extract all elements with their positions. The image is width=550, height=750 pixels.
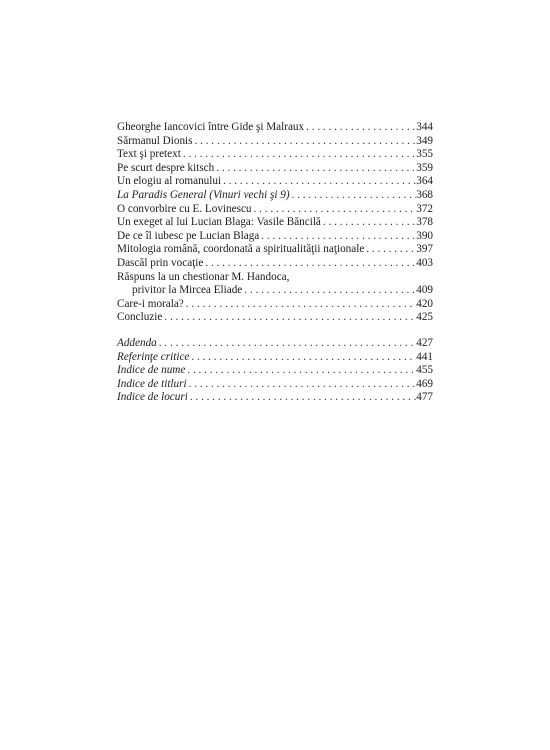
toc-entry-page: 469 xyxy=(416,377,433,390)
dot-leader xyxy=(223,175,416,189)
dot-leader xyxy=(187,364,416,378)
toc-entry-multiline xyxy=(117,271,433,298)
dot-leader xyxy=(261,230,416,244)
toc-entry-page: 359 xyxy=(416,161,433,174)
toc-entry xyxy=(117,243,433,257)
toc-appendix-entry xyxy=(117,337,433,351)
toc-entry-title: Indice de nume xyxy=(117,364,186,377)
toc-entry-page: 409 xyxy=(416,284,433,297)
toc-entry xyxy=(117,311,433,325)
dot-leader xyxy=(164,311,416,325)
toc-entry-title: Indice de locuri xyxy=(117,391,188,404)
dot-leader xyxy=(216,162,416,176)
toc-entry-title: Dascăl prin vocaţie xyxy=(117,256,204,269)
toc-entry-title: Un exeget al lui Lucian Blaga: Vasile Băncilă xyxy=(117,216,321,229)
dot-leader xyxy=(195,135,417,149)
toc-entry-title-line1: Răspuns la un chestionar M. Handoca, xyxy=(117,270,290,283)
dot-leader xyxy=(205,257,416,271)
toc-entry-page: 427 xyxy=(416,336,433,349)
toc-entry-page: 390 xyxy=(416,229,433,242)
toc-appendix-entry xyxy=(117,351,433,365)
toc-entry xyxy=(117,216,433,230)
toc-entry xyxy=(117,162,433,176)
toc-entry-page: 403 xyxy=(416,256,433,269)
dot-leader xyxy=(244,284,416,298)
dot-leader xyxy=(159,337,416,351)
section-gap xyxy=(117,325,433,337)
toc-entry xyxy=(117,189,433,203)
dot-leader xyxy=(306,121,416,135)
toc-entry xyxy=(117,298,433,312)
toc-entry-title: O convorbire cu E. Lovinescu xyxy=(117,202,252,215)
toc-entry-page: 455 xyxy=(416,364,433,377)
toc-entry-page: 372 xyxy=(416,202,433,215)
toc-appendix-entry xyxy=(117,378,433,392)
dot-leader xyxy=(323,216,416,230)
toc-entry-title: Gheorghe Iancovici între Gide şi Malraux xyxy=(117,121,305,133)
toc-entry-page: 420 xyxy=(416,297,433,310)
toc-entry-page: 344 xyxy=(416,121,433,133)
toc-appendix-entry xyxy=(117,391,433,405)
toc-entry-page: 368 xyxy=(416,188,433,201)
dot-leader xyxy=(189,378,417,392)
toc-entry-title: Concluzie xyxy=(117,311,163,324)
toc-entry-title: Indice de titluri xyxy=(117,377,187,390)
toc-entry-page: 349 xyxy=(416,134,433,147)
toc-entry-title: Referinţe critice xyxy=(117,350,190,363)
toc-entry-title: Pe scurt despre kitsch xyxy=(117,161,215,174)
toc-entry xyxy=(117,148,433,162)
toc-appendix-entry xyxy=(117,364,433,378)
toc-entry xyxy=(117,257,433,271)
toc-entry xyxy=(117,135,433,149)
toc-entry-title-line2: privitor la Mircea Eliade xyxy=(132,284,243,297)
toc-entry-title: Un elogiu al romanului xyxy=(117,175,222,188)
toc-entry xyxy=(117,230,433,244)
toc-entry-title: De ce îl iubesc pe Lucian Blaga xyxy=(117,229,260,242)
toc-entry-title: La Paradis General (Vinuri vechi şi 9) xyxy=(117,188,290,201)
table-of-contents xyxy=(117,121,433,405)
toc-entry-page: 397 xyxy=(416,243,433,256)
dot-leader xyxy=(186,298,416,312)
toc-entry-title: Text şi pretext xyxy=(117,148,181,161)
toc-entry-page: 364 xyxy=(416,175,433,188)
toc-entry-page: 355 xyxy=(416,148,433,161)
toc-entry-page: 425 xyxy=(416,311,433,324)
dot-leader xyxy=(292,189,417,203)
toc-entry-title: Care-i morala? xyxy=(117,297,184,310)
toc-entry-title: Sărmanul Dionis xyxy=(117,134,193,147)
toc-entry xyxy=(117,203,433,217)
dot-leader xyxy=(191,351,416,365)
toc-entry-page: 477 xyxy=(416,391,433,404)
toc-entry xyxy=(117,175,433,189)
dot-leader xyxy=(183,148,416,162)
toc-entry-title: Mitologia română, coordonată a spiritualităţii naţionale xyxy=(117,243,365,256)
toc-entry-title: Addenda xyxy=(117,336,157,349)
dot-leader xyxy=(190,391,416,405)
toc-entry xyxy=(117,121,433,135)
dot-leader xyxy=(254,203,417,217)
toc-entry-page: 441 xyxy=(416,350,433,363)
toc-entry-page: 378 xyxy=(416,216,433,229)
dot-leader xyxy=(366,243,416,257)
